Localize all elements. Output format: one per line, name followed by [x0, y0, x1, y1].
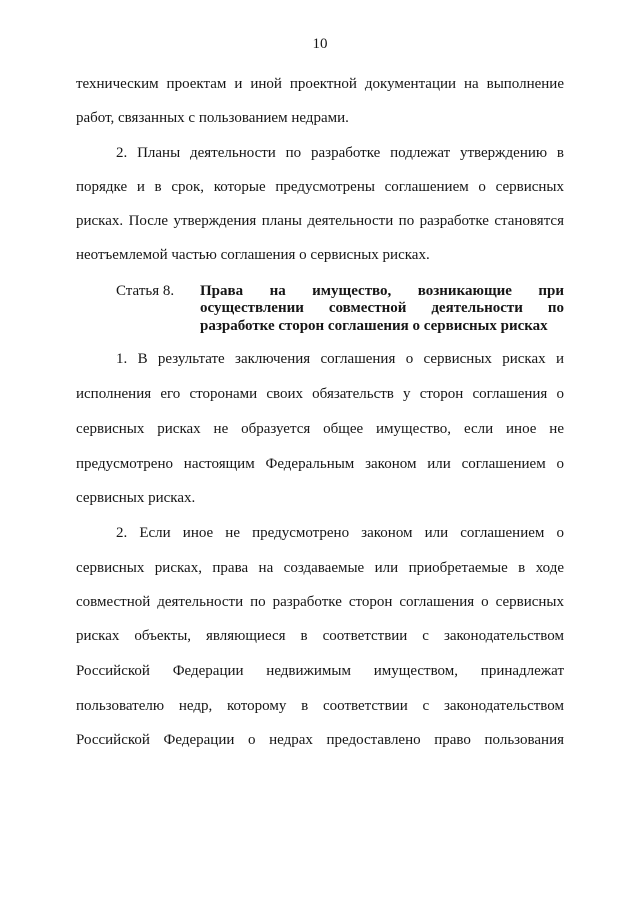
body-text-line: сервисных рисках. — [76, 490, 196, 506]
article-title-line: Права на имущество, возникающие при — [200, 283, 564, 299]
body-text-line: рисках. После утверждения планы деятельности по разработке становятся — [76, 213, 564, 229]
body-text-line: работ, связанных с пользованием недрами. — [76, 110, 349, 126]
article-title-line: осуществлении совместной деятельности по — [200, 300, 564, 316]
body-text-line: Российской Федерации о недрах предоставлено право пользования — [76, 732, 564, 748]
body-text-line: рисках объекты, являющиеся в соответствии с законодательством — [76, 628, 564, 644]
body-text-line: техническим проектам и иной проектной документации на выполнение — [76, 76, 564, 92]
body-text-line: Российской Федерации недвижимым имуществом, принадлежат — [76, 663, 564, 679]
body-text-line: исполнения его сторонами своих обязательств у сторон соглашения о — [76, 386, 564, 402]
body-text-line: сервисных рисках, права на создаваемые или приобретаемые в ходе — [76, 560, 564, 576]
body-text-line: совместной деятельности по разработке сторон соглашения о сервисных — [76, 594, 564, 610]
paragraph-first-line: 1. В результате заключения соглашения о сервисных рисках и — [116, 351, 564, 367]
page-number: 10 — [312, 36, 328, 52]
body-text-line: сервисных рисках не образуется общее имущество, если иное не — [76, 421, 564, 437]
article-label: Статья 8. — [116, 283, 175, 299]
article-title-line: разработке сторон соглашения о сервисных рисках — [200, 318, 548, 334]
body-text-line: предусмотрено настоящим Федеральным законом или соглашением о — [76, 456, 564, 472]
body-text-line: пользователю недр, которому в соответствии с законодательством — [76, 698, 564, 714]
body-text-line: неотъемлемой частью соглашения о сервисных рисках. — [76, 247, 430, 263]
paragraph-first-line: 2. Планы деятельности по разработке подлежат утверждению в — [116, 145, 564, 161]
body-text-line: порядке и в срок, которые предусмотрены соглашением о сервисных — [76, 179, 564, 195]
paragraph-first-line: 2. Если иное не предусмотрено законом или соглашением о — [116, 525, 564, 541]
